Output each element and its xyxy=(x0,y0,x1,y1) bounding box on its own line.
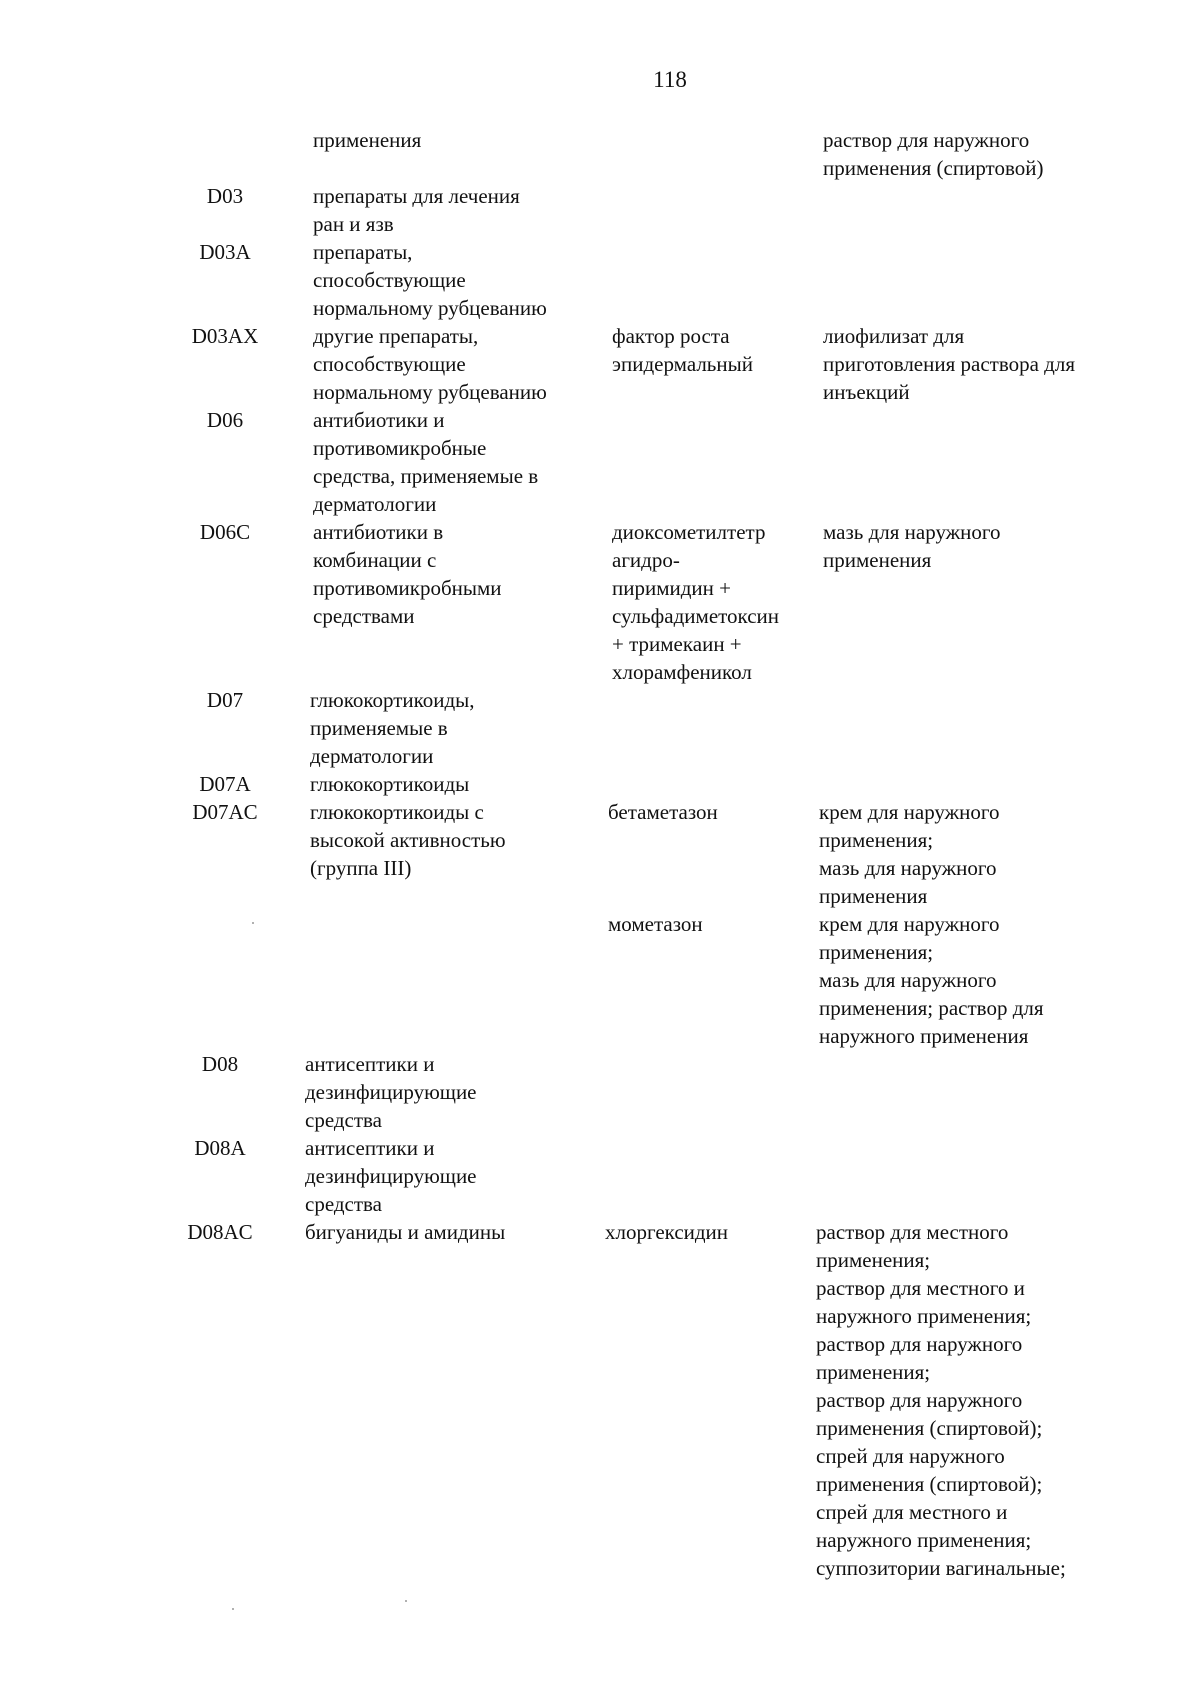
row-12-code: D08AC xyxy=(187,1220,253,1244)
row-7-code: D07A xyxy=(199,772,251,796)
row-3-form: лиофилизат для приготовления раствора для инъекций xyxy=(823,324,1075,404)
row-3-code: D03AX xyxy=(191,324,259,348)
row-8-code: D07AC xyxy=(192,800,258,824)
scan-speck xyxy=(405,1600,407,1602)
row-12-substance: хлоргексидин xyxy=(605,1220,729,1244)
row-10-group: антисептики и дезинфицирующие средства xyxy=(305,1052,477,1132)
row-7-group: глюкокортикоиды xyxy=(310,772,470,796)
row-5-substance: диоксометилтетр агидро- пиримидин + сульфадиметоксин + тримекаин + хлорамфеникол xyxy=(612,520,780,684)
row-0-form: раствор для наружного применения (спиртовой) xyxy=(823,128,1044,180)
row-9-form: крем для наружного применения; мазь для наружного применения; раствор для наружного применения xyxy=(819,912,1044,1048)
row-8-group: глюкокортикоиды с высокой активностью (группа III) xyxy=(310,800,506,880)
row-0-group: применения xyxy=(313,128,422,152)
row-8-substance: бетаметазон xyxy=(608,800,718,824)
row-6-code: D07 xyxy=(206,688,244,712)
row-2-group: препараты, способствующие нормальному рубцеванию xyxy=(313,240,547,320)
row-1-group: препараты для лечения ран и язв xyxy=(313,184,520,236)
row-4-code: D06 xyxy=(206,408,244,432)
page-number: 118 xyxy=(653,67,687,92)
row-3-substance: фактор роста эпидермальный xyxy=(612,324,753,376)
row-4-group: антибиотики и противомикробные средства, применяемые в дерматологии xyxy=(313,408,539,516)
row-11-group: антисептики и дезинфицирующие средства xyxy=(305,1136,477,1216)
row-12-group: бигуаниды и амидины xyxy=(305,1220,506,1244)
row-5-group: антибиотики в комбинации с противомикробными средствами xyxy=(313,520,502,628)
row-8-form: крем для наружного применения; мазь для наружного применения xyxy=(819,800,1000,908)
row-12-form: раствор для местного применения; раствор для местного и наружного применения; раствор для наружного применения; раствор для наружного применения (спиртовой); спрей для наружного применения (спиртовой); спрей для местного и наружного применения; суппозитории вагинальные; xyxy=(816,1220,1066,1580)
row-3-group: другие препараты, способствующие нормальному рубцеванию xyxy=(313,324,547,404)
row-11-code: D08A xyxy=(194,1136,246,1160)
row-5-form: мазь для наружного применения xyxy=(823,520,1001,572)
row-2-code: D03A xyxy=(199,240,251,264)
row-5-code: D06C xyxy=(199,520,251,544)
row-10-code: D08 xyxy=(201,1052,239,1076)
scan-speck xyxy=(252,922,254,924)
scan-speck xyxy=(232,1608,234,1610)
row-1-code: D03 xyxy=(206,184,244,208)
row-6-group: глюкокортикоиды, применяемые в дерматологии xyxy=(310,688,475,768)
row-9-substance: мометазон xyxy=(608,912,703,936)
